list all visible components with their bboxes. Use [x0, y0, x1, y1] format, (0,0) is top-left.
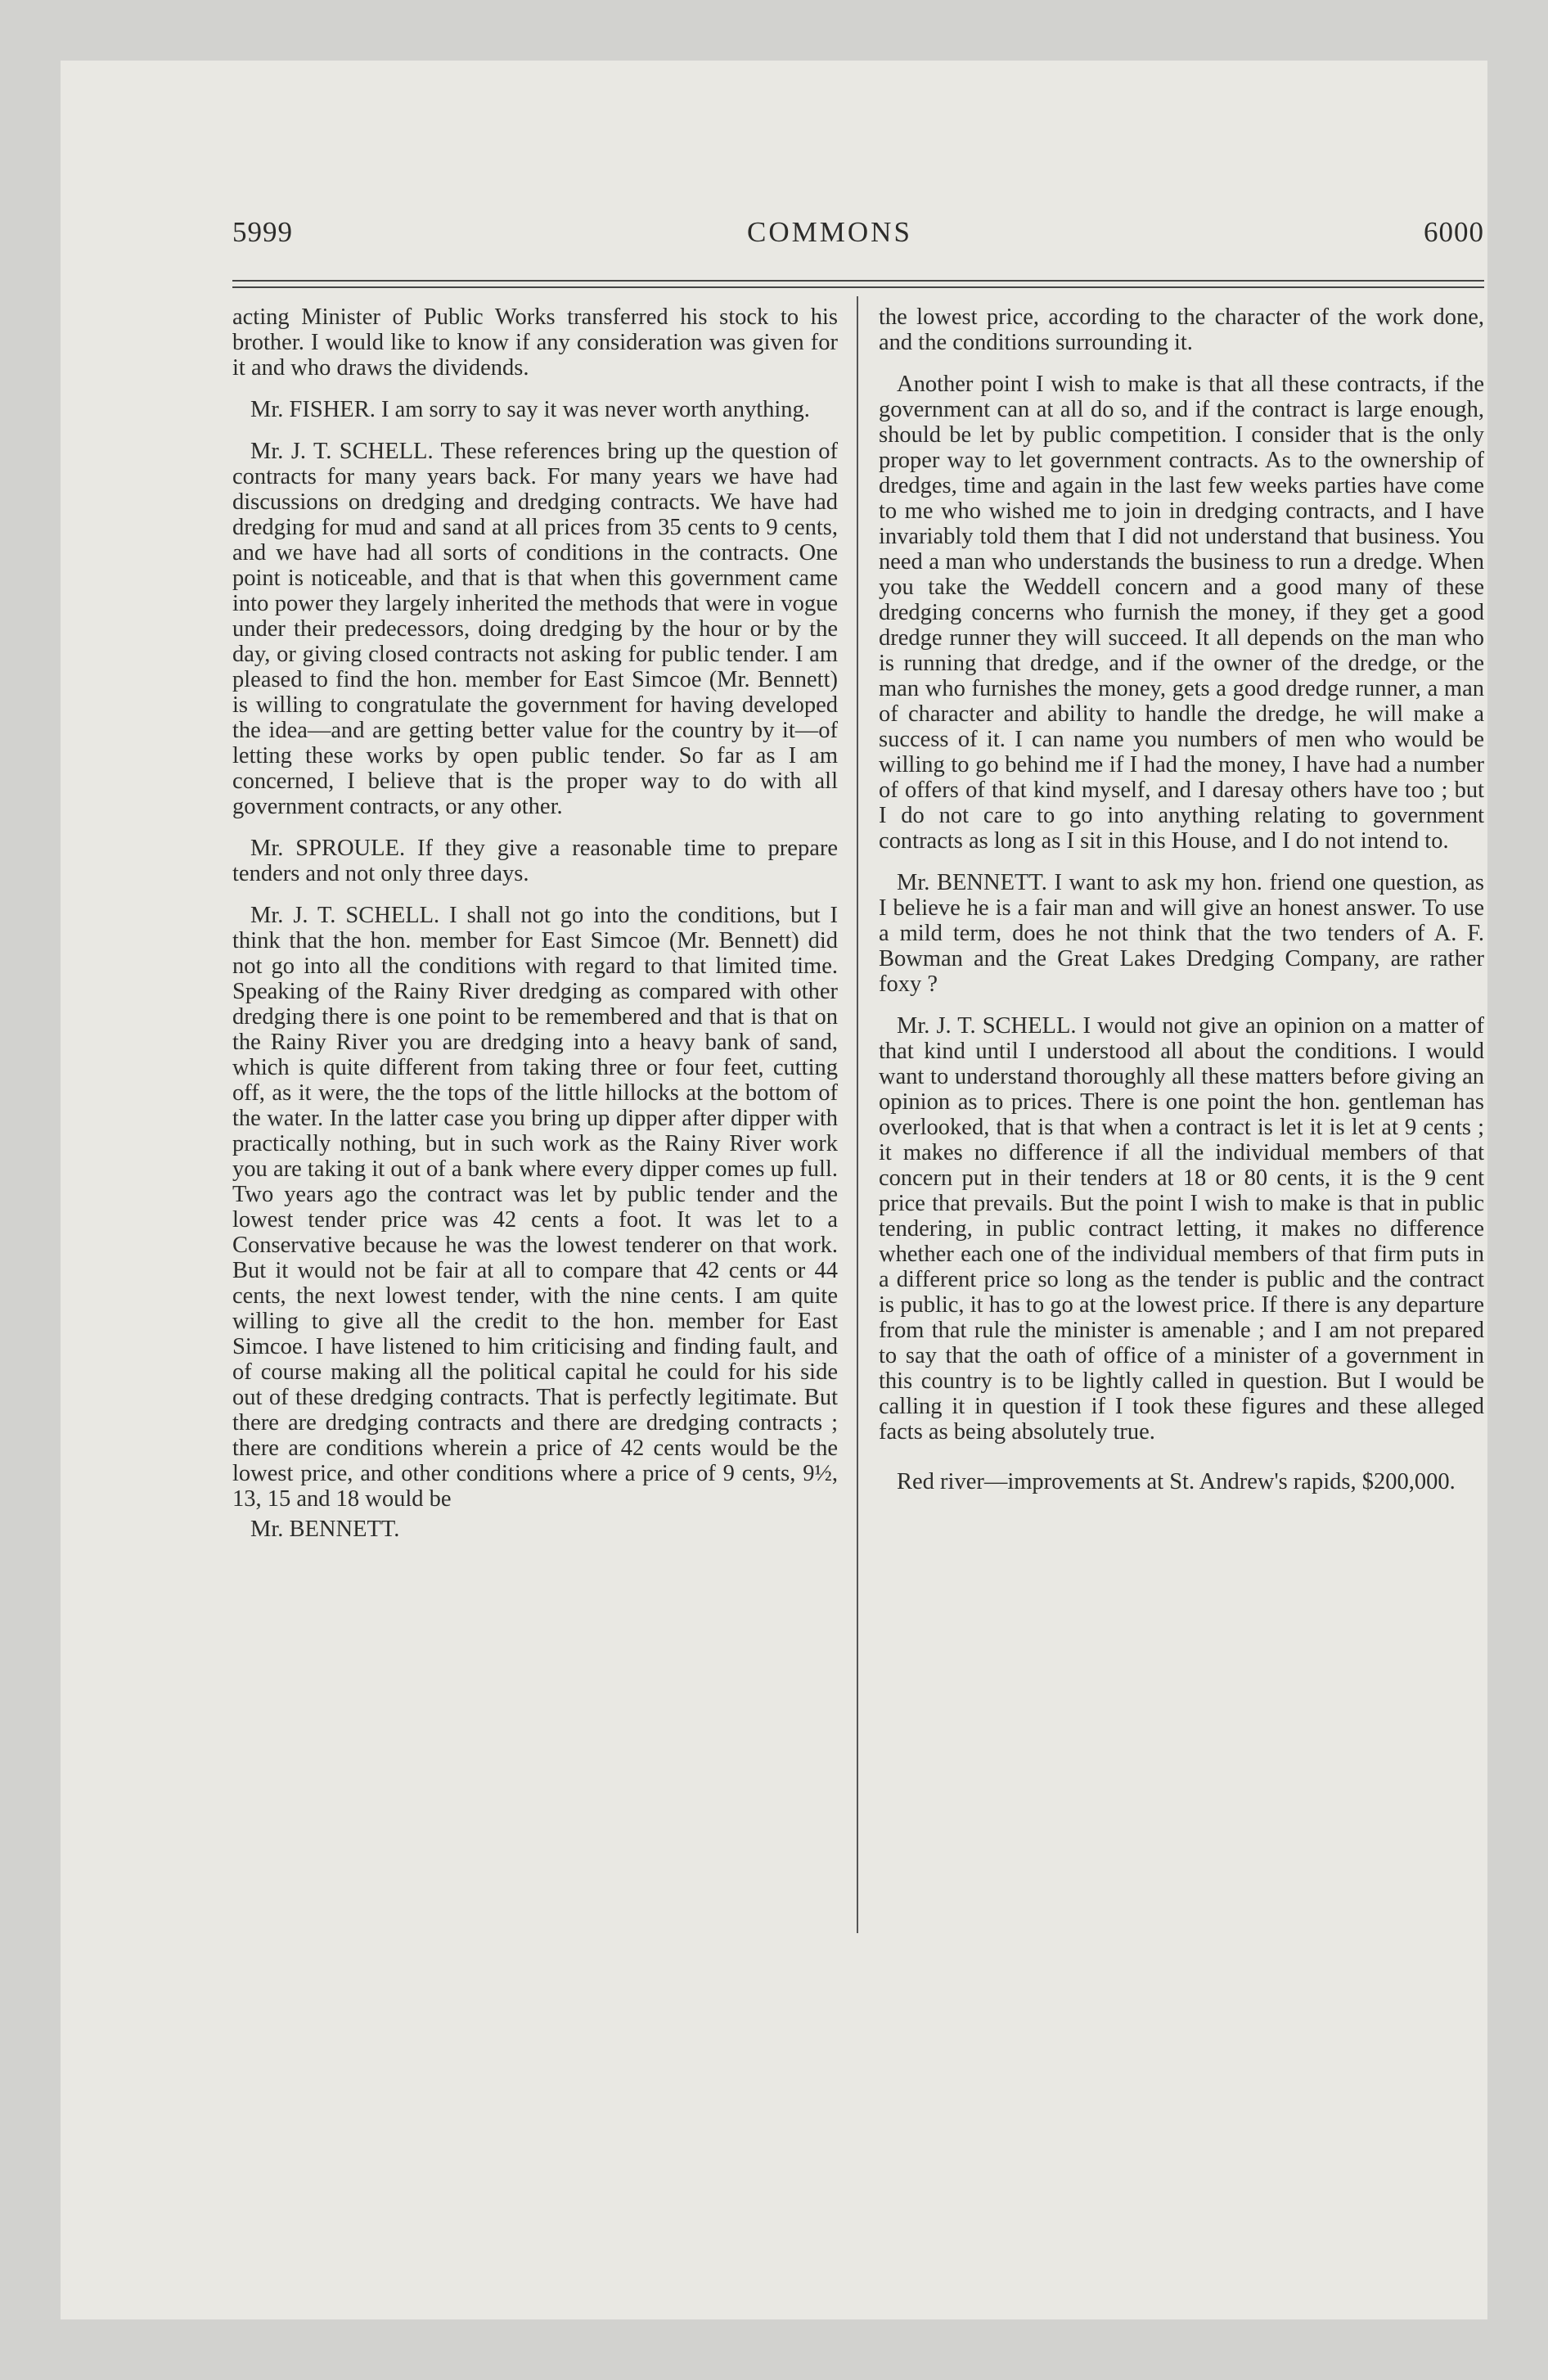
header-rule — [232, 280, 1484, 282]
right-column — [879, 304, 1484, 1512]
page-number-left: 5999 — [232, 216, 293, 248]
page-header — [175, 216, 1484, 259]
paragraph: acting Minister of Public Works transferred his stock to his brother. I would like to know if any consideration was given for it and who draws the dividends. — [232, 304, 838, 381]
paragraph: Another point I wish to make is that all these contracts, if the government can at all do so, and if the contract is large enough, should be let by public competition. I consider that is the only proper way to let government contracts. As to the ownership of dredges, time and again in the last few weeks parties have come to me who wished me to join in dredging contracts, and I have invariably told them that I did not understand that business. You need a man who understands the business to run a dredge. When you take the Weddell concern and a good many of these dredging concerns who furnish the money, if they get a good dredge runner they will succeed. It all depends on the man who is running that dredge, and if the owner of the dredge, or the man who furnishes the money, gets a good dredge runner, a man of character and ability to handle the dredge, he will make a success of it. I can name you numbers of men who would be willing to go behind me if I had the money, I have had a number of offers of that kind myself, and I daresay others have too ; but I do not care to go into anything relating to government contracts as long as I sit in this House, and I do not intend to. — [879, 372, 1484, 854]
paragraph: Mr. J. T. SCHELL. I shall not go into the conditions, but I think that the hon. member for East Simcoe (Mr. Bennett) did not go into all the conditions with regard to that limited time. Speaking of the Rainy River dredging as compared with other dredging there is one point to be remembered and that is that on the Rainy River you are dredging into a heavy bank of sand, which is quite different from taking three or four feet, cutting off, as it were, the the tops of the little hillocks at the bottom of the water. In the latter case you bring up dipper after dipper with practically nothing, but in such work as the Rainy River work you are taking it out of a bank where every dipper comes up full. Two years ago the contract was let by public tender and the lowest tender price was 42 cents a foot. It was let to a Conservative because he was the lowest tenderer on that work. But it would not be fair at all to compare that 42 cents or 44 cents, the next lowest tender, with the nine cents. I am quite willing to give all the credit to the hon. member for East Simcoe. I have listened to him criticising and finding fault, and of course making all the political capital he could for his side out of these dredging contracts. That is perfectly legitimate. But there are dredging contracts and there are dredging contracts ; there are conditions wherein a price of 42 cents would be the lowest price, and other conditions where a price of 9 cents, 9½, 13, 15 and 18 would be — [232, 903, 838, 1512]
hansard-page — [175, 159, 1484, 2254]
paragraph: the lowest price, according to the character of the work done, and the conditions surrounding it. — [879, 304, 1484, 355]
page-number-right: 6000 — [1424, 216, 1484, 248]
estimate-item: Red river—improvements at St. Andrew's rapids, $200,000. — [897, 1469, 1456, 1494]
header-rule-double — [232, 286, 1484, 288]
paragraph: Mr. FISHER. I am sorry to say it was never worth anything. — [250, 397, 810, 422]
paragraph: Mr. SPROULE. If they give a reasonable time to prepare tenders and not only three days. — [232, 836, 838, 886]
column-divider — [857, 296, 858, 1933]
left-column — [232, 304, 838, 1558]
paragraph: Mr. J. T. SCHELL. I would not give an opinion on a matter of that kind until I understood all about the conditions. I would want to understand thoroughly all these matters before giving an opinion as to prices. There is one point the hon. gentleman has overlooked, that is that when a contract is let it is let at 9 cents ; it makes no difference if all the individual members of that concern put in their tenders at 18 or 80 cents, it is the 9 cent price that prevails. But the point I wish to make is that in public tendering, in public contract letting, it makes no difference whether each one of the individual members of that firm puts in a different price so long as the tender is public and the contract is public, it has to go at the lowest price. If there is any departure from that rule the minister is amenable ; and I am not prepared to say that the oath of office of a minister of a government in this country is to be lightly called in question. But I would be calling it in question if I took these figures and these alleged facts as being absolutely true. — [879, 1013, 1484, 1445]
speaker-signature: Mr. BENNETT. — [250, 1517, 400, 1542]
page-sheet — [61, 61, 1487, 2319]
paragraph: Mr. J. T. SCHELL. These references bring up the question of contracts for many years back. For many years we have had discussions on dredging and dredging contracts. We have had dredging for mud and sand at all prices from 35 cents to 9 cents, and we have had all sorts of conditions in the contracts. One point is noticeable, and that is that when this government came into power they largely inherited the methods that were in vogue under their predecessors, doing dredging by the hour or by the day, or giving closed contracts not asking for public tender. I am pleased to find the hon. member for East Simcoe (Mr. Bennett) is willing to congratulate the government for having developed the idea—and are getting better value for the country by it—of letting these works by open public tender. So far as I am concerned, I believe that is the proper way to do with all government contracts, or any other. — [232, 439, 838, 819]
paragraph: Mr. BENNETT. I want to ask my hon. friend one question, as I believe he is a fair man and will give an honest answer. To use a mild term, does he not think that the two tenders of A. F. Bowman and the Great Lakes Dredging Company, are rather foxy ? — [879, 870, 1484, 997]
running-title: COMMONS — [747, 216, 912, 248]
